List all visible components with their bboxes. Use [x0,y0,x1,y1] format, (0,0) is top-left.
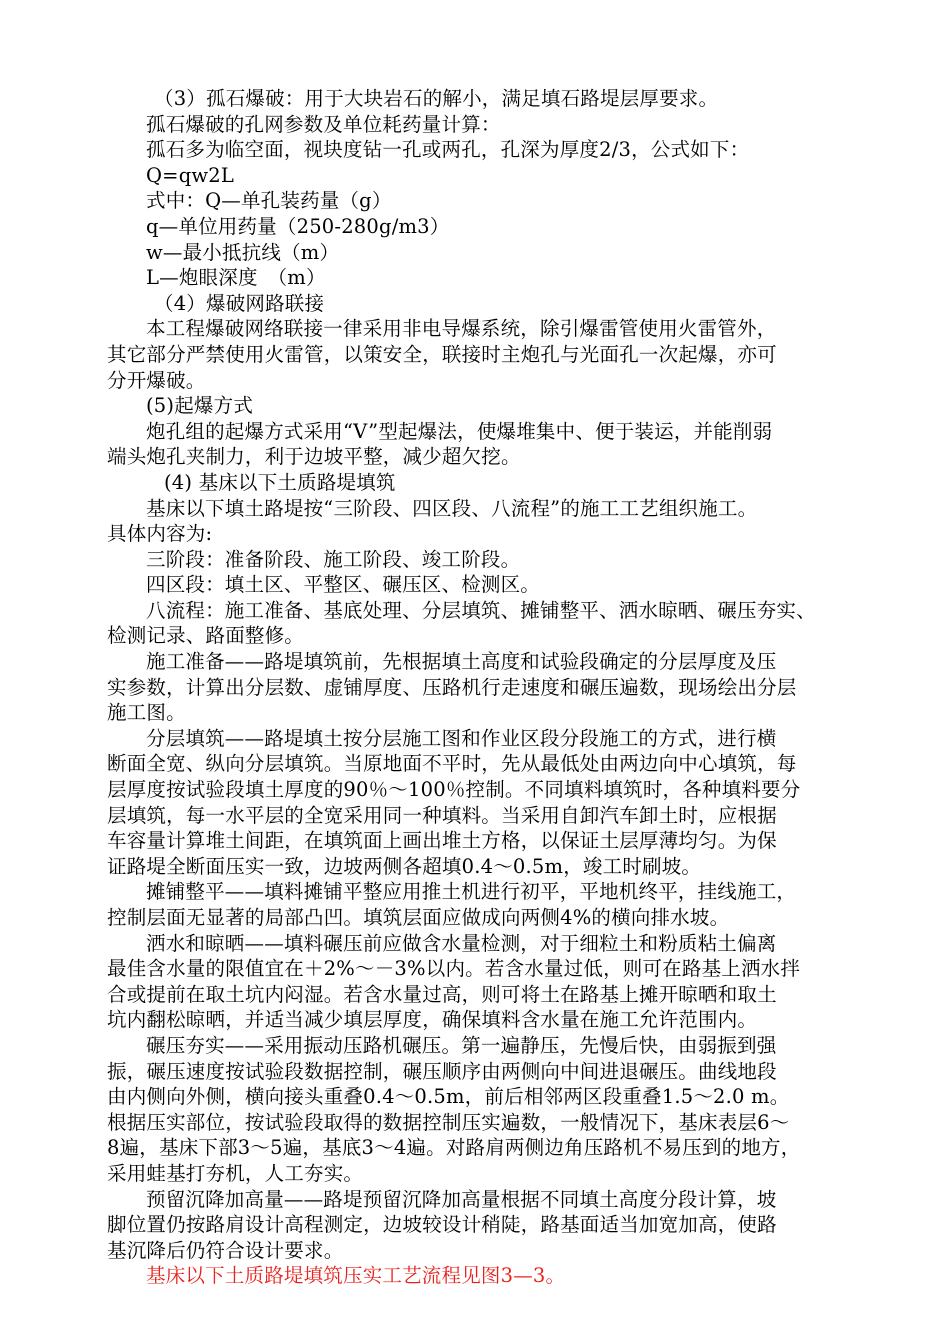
text-line: 层厚度按试验段填土厚度的90％～100％控制。不同填料填筑时，各种填料要分 [107,778,801,802]
text-line: 施工图。 [107,701,186,725]
text-line: (5)起爆方式 [146,394,254,418]
text-line: 8遍，基床下部3～5遍，基底3～4遍。对路肩两侧边角压路机不易压到的地方， [107,1136,801,1160]
text-line: 碾压夯实——采用振动压路机碾压。第一遍静压，先慢后快，由弱振到强 [146,1033,777,1057]
text-line: 摊铺整平——填料摊铺平整应用推土机进行初平，平地机终平，挂线施工， [146,880,797,904]
text-line: 预留沉降加高量——路堤预留沉降加高量根据不同填土高度分段计算，坡 [146,1187,777,1211]
text-line: 根据压实部位，按试验段取得的数据控制压实遍数，一般情况下，基床表层6～ [107,1110,790,1134]
text-line: 实参数，计算出分层数、虚铺厚度、压路机行走速度和碾压遍数，现场绘出分层 [107,675,797,699]
text-line: q—单位用药量（250-280g/m3） [146,214,450,238]
text-line: 孤石爆破的孔网参数及单位耗药量计算： [146,112,501,136]
document-body [107,86,861,1289]
text-line: L—炮眼深度 （m） [146,266,326,290]
text-line: 具体内容为: [107,522,213,546]
text-line: 分开爆破。 [107,368,206,392]
text-line: 四区段：填土区、平整区、碾压区、检测区。 [146,573,541,597]
text-line: 断面全宽、纵向分层填筑。当原地面不平时，先从最低处由两边向中心填筑，每 [107,752,797,776]
text-line: Q=qw2L [146,163,235,187]
text-line: 八流程：施工准备、基底处理、分层填筑、摊铺整平、洒水晾晒、碾压夯实、 [146,598,816,622]
text-line: 基沉降后仍符合设计要求。 [107,1238,344,1262]
text-line: (4) 基床以下土质路堤填筑 [164,470,396,494]
text-line: 最佳含水量的限值宜在＋2%～－3%以内。若含水量过低，则可在路基上洒水拌 [107,957,801,981]
text-line: 其它部分严禁使用火雷管，以策安全，联接时主炮孔与光面孔一次起爆，亦可 [107,342,777,366]
text-line: （3）孤石爆破：用于大块岩石的解小，满足填石路堤层厚要求。 [154,87,719,110]
text-line: 基床以下填土路堤按“三阶段、四区段、八流程”的施工工艺组织施工。 [146,496,758,520]
text-line: w—最小抵抗线（m） [146,240,340,264]
text-line: 炮孔组的起爆方式采用“V”型起爆法，使爆堆集中、便于装运，并能削弱 [146,419,773,443]
text-line: 层填筑，每一水平层的全宽采用同一种填料。当采用自卸汽车卸土时，应根据 [107,803,777,827]
text-line: 振，碾压速度按试验段数据控制，碾压顺序由两侧向中间进退碾压。曲线地段 [107,1059,777,1083]
text-line: 坑内翻松晾晒，并适当减少填层厚度，确保填料含水量在施工允许范围内。 [107,1008,758,1032]
text-line: 脚位置仍按路肩设计高程测定，边坡较设计稍陡，路基面适当加宽加高，使路 [107,1213,777,1237]
text-line: 端头炮孔夹制力，利于边坡平整，减少超欠挖。 [107,445,521,469]
text-line: 采用蛙基打夯机，人工夯实。 [107,1161,364,1185]
text-line: （4）爆破网路联接 [154,291,325,315]
text-line: 车容量计算堆土间距，在填筑面上画出堆土方格，以保证土层厚薄均匀。为保 [107,829,777,853]
text-line: 合或提前在取土坑内闷湿。若含水量过高，则可将土在路基上摊开晾晒和取土 [107,982,777,1006]
text-line: 控制层面无显著的局部凸凹。填筑层面应做成向两侧4%的横向排水坡。 [107,906,730,929]
text-line: 式中：Q—单孔装药量（g） [146,189,392,213]
text-line: 三阶段：准备阶段、施工阶段、竣工阶段。 [146,547,521,571]
text-line: 孤石多为临空面，视块度钻一孔或两孔，孔深为厚度2/3，公式如下： [146,138,750,162]
text-line: 证路堤全断面压实一致，边坡两侧各超填0.4～0.5m，竣工时刷坡。 [107,854,702,878]
text-line: 本工程爆破网络联接一律采用非电导爆系统，除引爆雷管使用火雷管外， [146,317,777,341]
text-line: 施工准备——路堤填筑前，先根据填土高度和试验段确定的分层厚度及压 [146,650,777,674]
text-line: 洒水和晾晒——填料碾压前应做含水量检测，对于细粒土和粉质粘土偏离 [146,931,777,955]
text-line: 由内侧向外侧，横向接头重叠0.4～0.5m，前后相邻两区段重叠1.5～2.0 m。 [107,1085,790,1109]
text-line: 基床以下土质路堤填筑压实工艺流程见图3—3。 [146,1264,566,1288]
text-line: 分层填筑——路堤填土按分层施工图和作业区段分段施工的方式，进行横 [146,726,777,750]
text-line: 检测记录、路面整修。 [107,624,305,648]
